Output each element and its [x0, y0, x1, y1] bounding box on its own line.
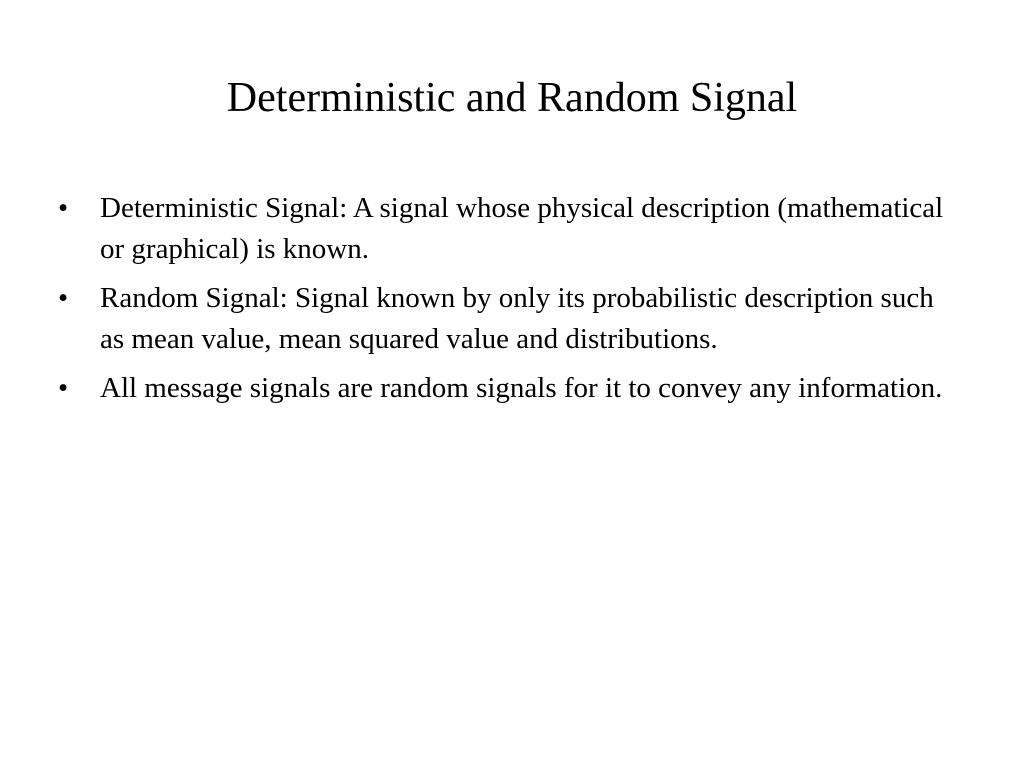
- bullet-item-random-signal: [58, 278, 958, 360]
- bullet-marker: •: [58, 282, 69, 314]
- bullet-text: All message signals are random signals for it to convey any information.: [100, 372, 943, 404]
- bullet-text: Random Signal: Signal known by only its probabilistic description such as mean value, mean squared value and distributions.: [100, 282, 934, 355]
- bullet-item-message-signals: [58, 368, 958, 409]
- bullet-item-deterministic-signal: [58, 188, 958, 270]
- bullet-text: Deterministic Signal: A signal whose physical description (mathematical or graphical) is known.: [100, 192, 944, 265]
- bullet-marker: •: [58, 372, 69, 404]
- bullet-marker: •: [58, 192, 69, 224]
- bullet-list: [58, 188, 958, 417]
- slide-title: Deterministic and Random Signal: [226, 75, 798, 121]
